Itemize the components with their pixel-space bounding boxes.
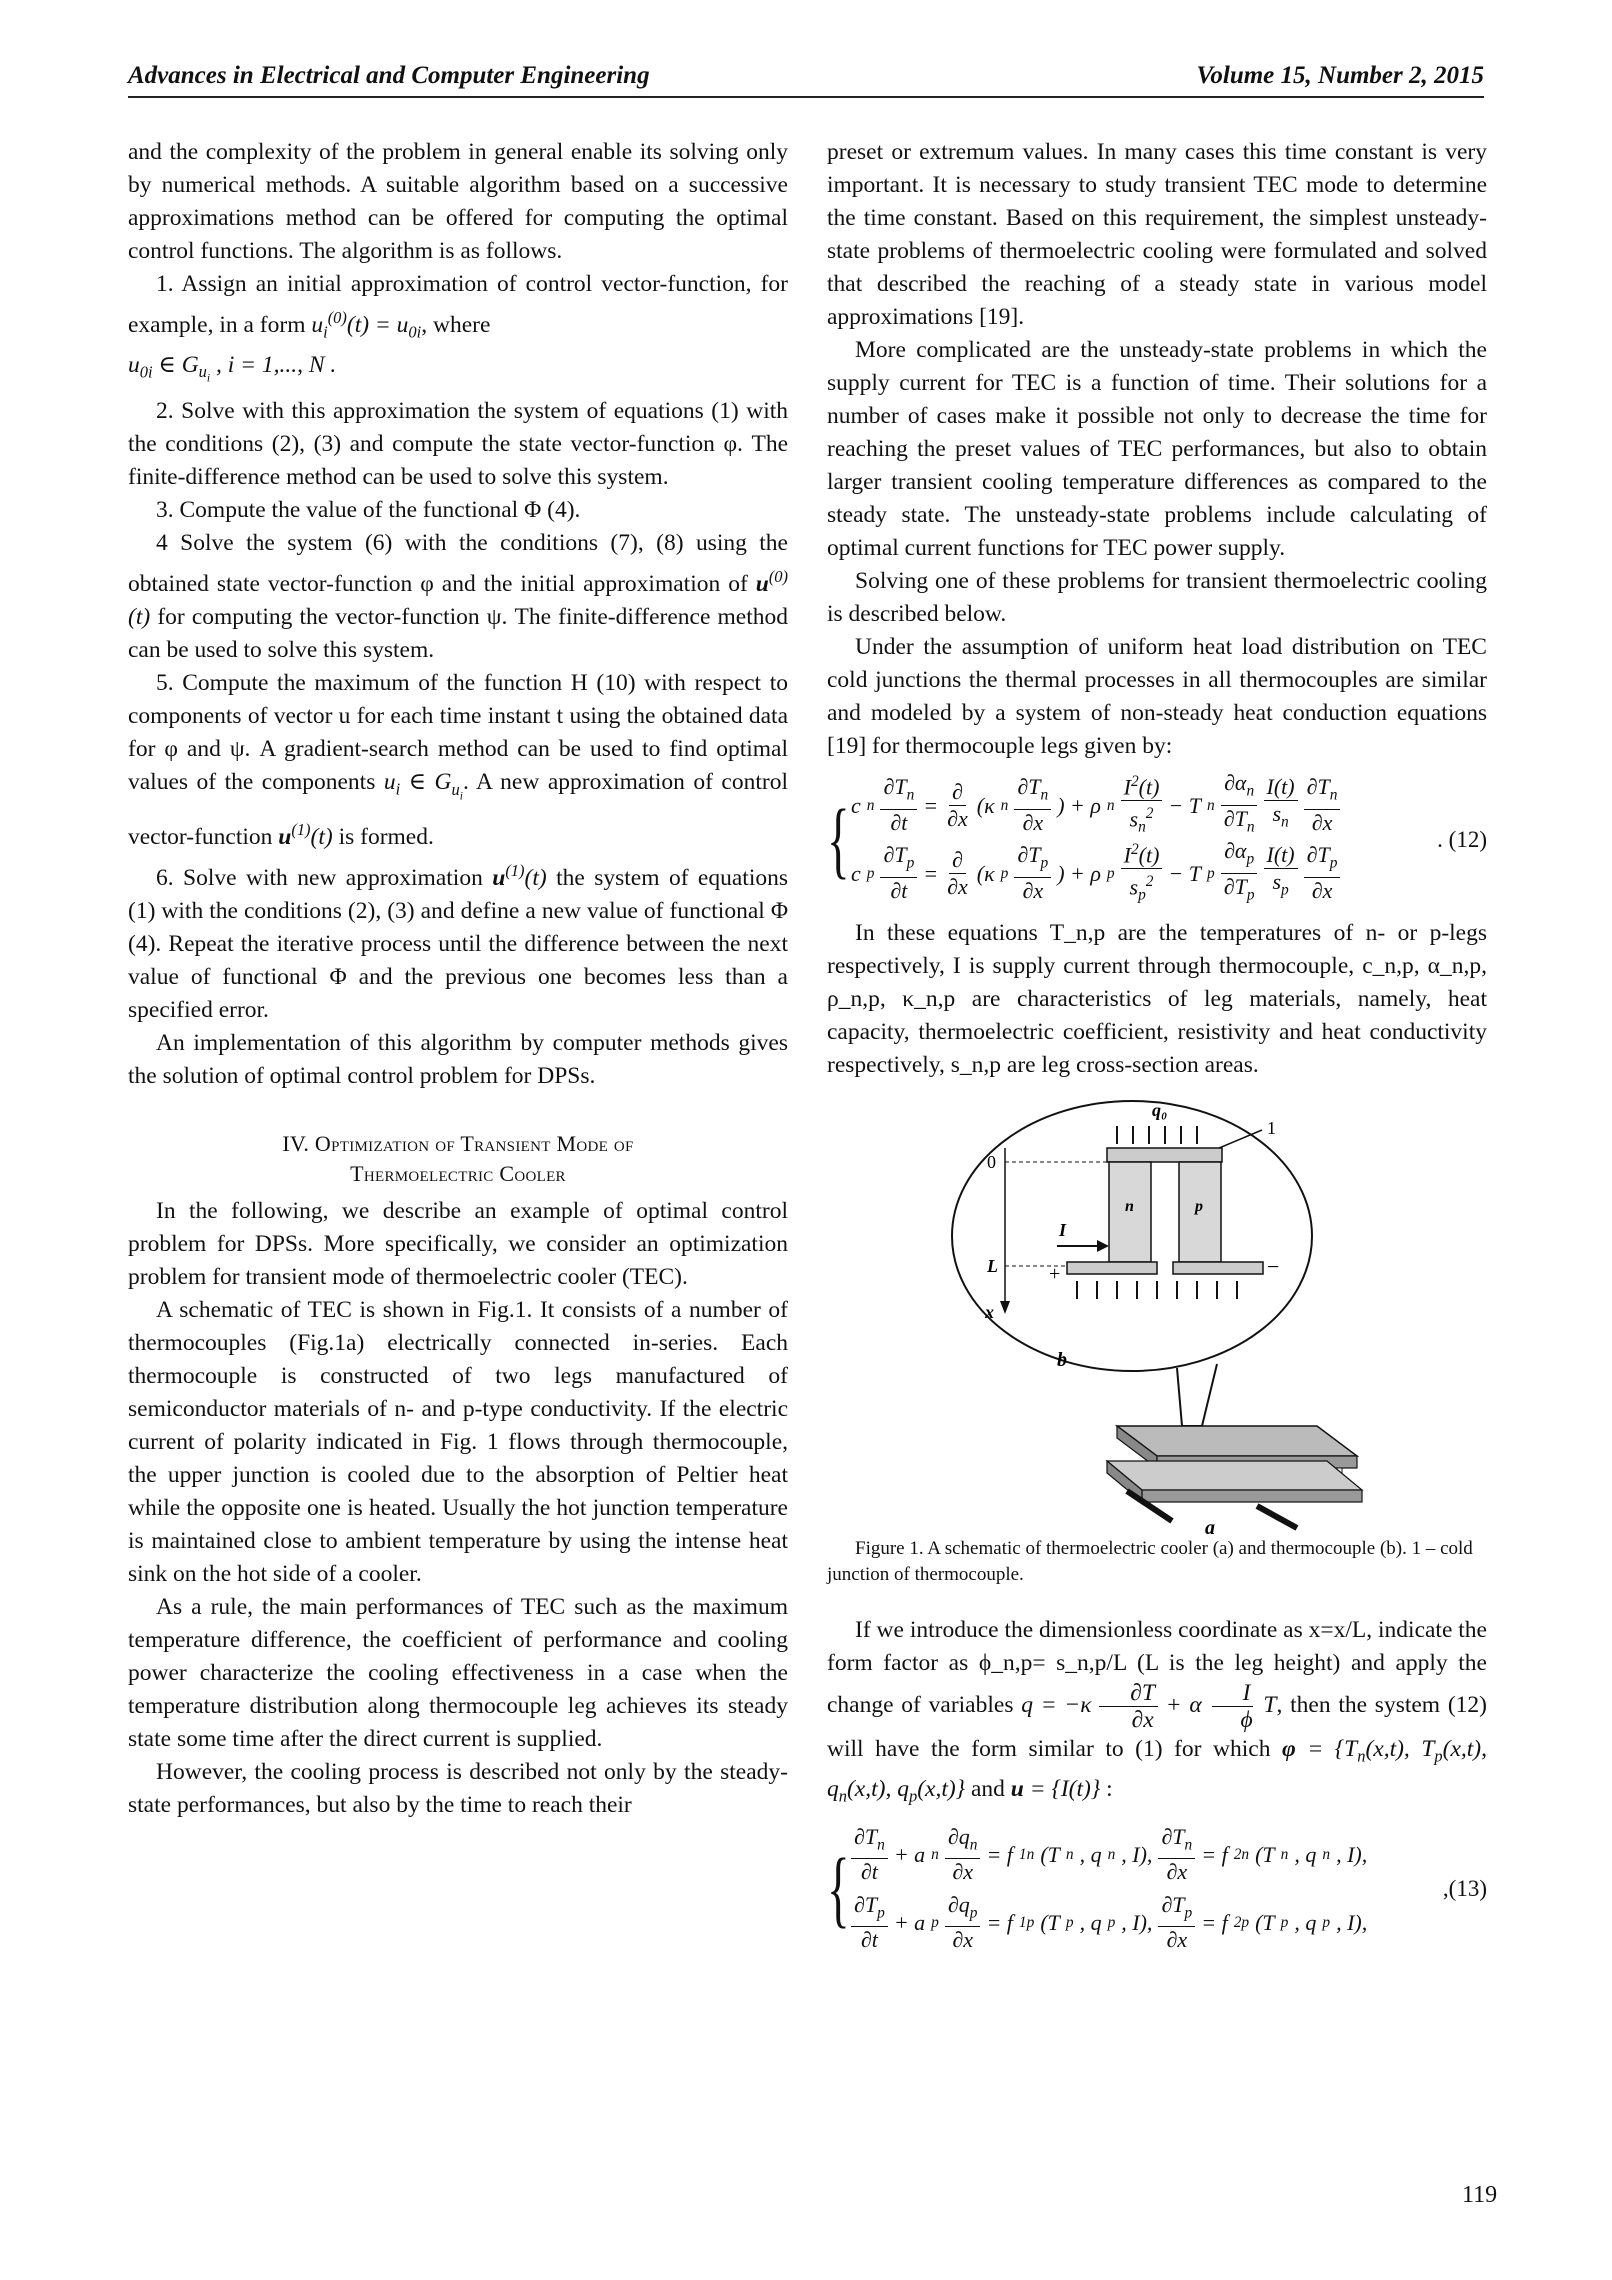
label-q0: q₀ [1152,1100,1168,1120]
equation-lines [851,771,1437,907]
paragraph: preset or extremum values. In many cases this time constant is very important. It is necessary to study transient TEC mode to determine the time constant. Based on this requirement, the simplest unsteady-state problems of thermoelectric cooling were formulated and solved that described the reaching of a steady state in various model approximations [19]. [827,139,1487,330]
hot-junction-p [1173,1262,1263,1274]
equation-line-n: $\frac{\partial T_n}{\partial t}$ + a n $\frac{\partial q_n}{\partial x}$ = f 1n (T n , q n , I), $\frac{\partial T_n}{\partial x}$ = f 2n (T n , q n , I), [851,1820,1443,1888]
equation-brace: { [827,791,850,887]
heat-flow-arrows-top [1117,1126,1197,1144]
algorithm-step-1-cont: $u_{0i}$ ∈ $G_{u_i}$ , i = 1,..., N . [128,351,337,385]
label-b: b [1057,1349,1067,1371]
algorithm-step-6: 6. Solve with new approximation $u^{(1)}(t)$ the system of equations (1) with the conditions (2), (3) and define a new value of functional Φ (4). Repeat the iterative process until the difference between the next value of functional Φ and the previous one becomes less than a specified error. [128,861,788,1023]
equation-lines [851,1820,1443,1956]
bubble-pointer [1177,1364,1217,1426]
cold-junction [1107,1148,1222,1162]
equation-brace: { [827,1840,850,1937]
right-column [827,136,1487,1966]
volume-info: Volume 15, Number 2, 2015 [1196,62,1484,89]
figure-caption: Figure 1. A schematic of thermoelectric cooler (a) and thermocouple (b). 1 – cold junction of thermocouple. [827,1538,1473,1585]
algorithm-step-5: 5. Compute the maximum of the function H (10) with respect to components of vector u for each time instant t using the obtained data for φ and ψ. A gradient-search method can be used to find optimal values of the components $u_i$ ∈ $G_{u_i}$. A new approximation of control vector-function $u^{(1)}(t)$ is formed. [128,670,788,851]
paragraph: In the following, we describe an example of optimal control problem for DPSs. More specifically, we consider an optimization problem for transient mode of thermoelectric cooler (TEC). [128,1197,788,1290]
tec-bottom-plate-front [1142,1490,1362,1502]
paragraph: and the complexity of the problem in general enable its solving only by numerical methods. A suitable algorithm based on a successive approximations method can be offered for computing the optimal control functions. The algorithm is as follows. [128,139,788,264]
equation-line-n: c n $\frac{\partial T_n}{\partial t}$ = $\frac{\partial}{\partial x}$ (κ n $\frac{\partial T_n}{\partial x}$ ) + ρ n $\frac{I^2(t)}{s_n^2}$ − T n $\frac{\partial\alpha_n}{\partial T_n}$ $\frac{I(t)}{s_n}$ $\frac{\partial T_n}{\partial x}$ [851,771,1437,839]
label-x: x [985,1302,994,1322]
label-0: 0 [987,1152,996,1172]
tec-top-plate [1117,1426,1357,1456]
equation-line-p: c p $\frac{\partial T_p}{\partial t}$ = $\frac{\partial}{\partial x}$ (κ p $\frac{\partial T_p}{\partial x}$ ) + ρ p $\frac{I^2(t)}{s_p^2}$ − T p $\frac{\partial\alpha_p}{\partial T_p}$ $\frac{I(t)}{s_p}$ $\frac{\partial T_p}{\partial x}$ [851,839,1437,907]
equation-13 [827,1820,1487,1956]
label-plus: + [1049,1263,1061,1285]
equation-line-p: $\frac{\partial T_p}{\partial t}$ + a p $\frac{\partial q_p}{\partial x}$ = f 1p (T p , q p , I), $\frac{\partial T_p}{\partial x}$ = f 2p (T p , q p , I), [851,1888,1443,1956]
x-axis-arrow [1000,1301,1010,1314]
paragraph: In these equations T_n,p are the temperatures of n- or p-legs respectively, I is supply current through thermocouple, c_n,p, α_n,p, ρ_n,p, κ_n,p are characteristics of leg materials, namely, heat capacity, thermoelectric coefficient, resistivity and heat conductivity respectively, s_n,p are leg cross-section areas. [827,920,1487,1078]
paragraph: More complicated are the unsteady-state problems in which the supply current for TEC is a function of time. Their solutions for a number of cases make it possible not only to decrease the time for reaching the preset values of TEC performances, but also to obtain larger transient cooling temperature differences as compared to the steady state. The unsteady-state problems include calculating of optimal current functions for TEC power supply. [827,337,1487,561]
label-n: n [1125,1198,1134,1215]
algorithm-step-3: 3. Compute the value of the functional Φ (4). [156,497,581,524]
paragraph: If we introduce the dimensionless coordinate as x=x/L, indicate the form factor as ϕ_n,p= s_n,p/L (L is the leg height) and apply the change of variables q = −κ $\frac{\partial T}{\partial x}$ + α $\frac{I}{\phi}$ T, then the system (12) will have the form similar to (1) for which $\varphi = \{T_n(x,t)$, $T_p(x,t)$, $q_n(x,t)$, $q_p(x,t)$} and u = {I(t)} : [827,1617,1488,1806]
journal-title: Advances in Electrical and Computer Engineering [128,62,650,89]
equation-12 [827,771,1487,907]
label-1: 1 [1267,1118,1276,1138]
label-L: L [987,1256,998,1276]
algorithm-step-1: 1. Assign an initial approximation of control vector-function, for example, in a form $u_i^{(0)}(t) = u_{0i}$, where [128,271,788,342]
figure-1 [827,1096,1487,1536]
running-header [128,50,1484,98]
current-arrowhead [1097,1240,1109,1252]
tec-schematic [947,1096,1367,1536]
lead-wire-2 [1257,1506,1297,1528]
label-I: I [1059,1220,1067,1240]
tec-bottom-plate-top [1107,1461,1362,1490]
paragraph: As a rule, the main performances of TEC such as the maximum temperature difference, the coefficient of performance and cooling power characterize the cooling effectiveness in a case when the temperature distribution along thermocouple leg achieves its steady state some time after the direct current is supplied. [128,1593,788,1752]
paragraph: A schematic of TEC is shown in Fig.1. It consists of a number of thermocouples (Fig.1a) electrically connected in-series. Each thermocouple is constructed of two legs manufactured of semiconductor materials of n- and p-type conductivity. If the electric current of polarity indicated in Fig. 1 flows through thermocouple, the upper junction is cooled due to the absorption of Peltier heat while the opposite one is heated. Usually the hot junction temperature is maintained close to ambient temperature by using the intense heat sink on the hot side of a cooler. [128,1296,788,1587]
heat-flow-arrows-bottom [1077,1281,1237,1299]
page-number: 119 [1462,2182,1498,2208]
paragraph: However, the cooling process is described not only by the steady-state performances, but also by the time to reach their [128,1758,788,1818]
label-minus: − [1267,1254,1280,1279]
equation-number: . (12) [1437,826,1487,852]
left-column [128,136,788,1822]
algorithm-step-4: 4 Solve the system (6) with the conditions (7), (8) using the obtained state vector-function φ and the initial approximation of $u^{(0)}(t)$ for computing the vector-function ψ. The finite-difference method can be used to solve this system. [128,530,788,664]
section-heading: IV. Optimization of Transient Mode of Thermoelectric Cooler [282,1130,634,1186]
paragraph: Solving one of these problems for transient thermoelectric cooling is described below. [827,568,1487,627]
paragraph: Under the assumption of uniform heat load distribution on TEC cold junctions the thermal processes in all thermocouples are similar and modeled by a system of non-steady heat conduction equations [19] for thermocouple legs given by: [827,634,1487,759]
algorithm-step-2: 2. Solve with this approximation the system of equations (1) with the conditions (2), (3) and compute the state vector-function φ. The finite-difference method can be used to solve this system. [128,398,788,491]
paragraph: An implementation of this algorithm by computer methods gives the solution of optimal control problem for DPSs. [128,1029,788,1089]
hot-junction-n [1067,1262,1157,1274]
label-p: p [1195,1198,1203,1215]
label-a: a [1205,1517,1215,1536]
equation-number: ,(13) [1442,1875,1487,1901]
